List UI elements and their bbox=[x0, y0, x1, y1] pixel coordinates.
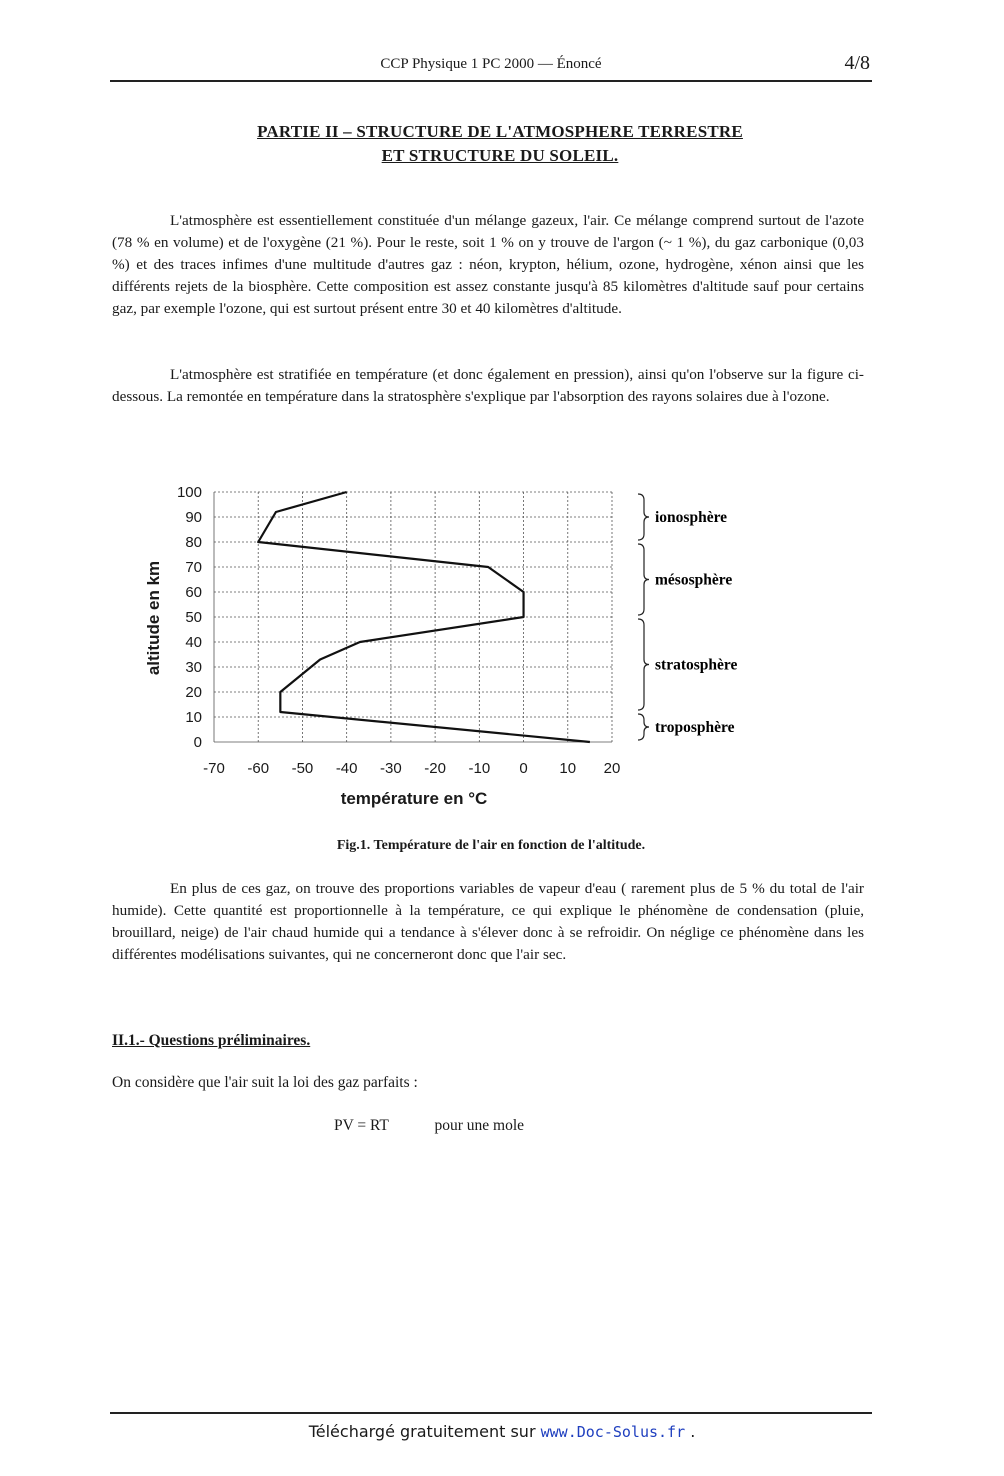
chart-grid bbox=[214, 492, 612, 742]
x-tick-label: -10 bbox=[468, 760, 491, 777]
y-axis-label: altitude en km bbox=[144, 560, 163, 676]
formula-equation: PV = RT bbox=[334, 1117, 389, 1134]
y-tick-label: 0 bbox=[193, 734, 202, 751]
formula-note: pour une mole bbox=[434, 1117, 525, 1134]
footer-text: Téléchargé gratuitement sur bbox=[308, 1422, 536, 1441]
y-tick-label: 10 bbox=[185, 709, 202, 726]
paragraph-1: L'atmosphère est essentiellement constituée d'un mélange gazeux, l'air. Ce mélange comprend surtout de l'azote (78 % en volume) et de l'oxygène (21 %). Pour le reste, soit 1 % on y trouve de l'argon (~ 1 %), du gaz carbonique (0,03 %) et des traces infimes d'une multitude d'autres gaz : néon, krypton, hélium, ozone, hydrogène, xénon ainsi que les différents rejets de la biosphère. Cette composition est assez constante jusqu'à 85 kilomètres d'altitude sauf pour certains gaz, par exemple l'ozone, qui est surtout présent entre 30 et 40 kilomètres d'altitude. bbox=[112, 212, 864, 317]
atmosphere-layers bbox=[638, 494, 737, 740]
x-tick-label: -30 bbox=[380, 760, 402, 777]
header-title: CCP Physique 1 PC 2000 — Énoncé bbox=[380, 56, 602, 72]
chart-ticks bbox=[177, 484, 620, 777]
layer-label: ionosphère bbox=[655, 509, 728, 526]
x-tick-label: -40 bbox=[335, 760, 358, 777]
layer-brace bbox=[638, 544, 649, 615]
page-header bbox=[110, 52, 872, 82]
y-tick-label: 80 bbox=[185, 534, 202, 551]
layer-brace bbox=[638, 494, 649, 540]
x-tick-label: -50 bbox=[291, 760, 314, 777]
page-footer bbox=[0, 1422, 1004, 1441]
x-tick-label: 10 bbox=[559, 760, 577, 777]
layer-label: troposphère bbox=[655, 719, 735, 736]
paragraph-stratification bbox=[112, 364, 864, 408]
y-tick-label: 70 bbox=[185, 559, 202, 576]
footer-link[interactable]: www.Doc-Solus.fr bbox=[540, 1423, 686, 1441]
y-tick-label: 50 bbox=[185, 609, 202, 626]
paragraph-composition bbox=[112, 210, 864, 320]
x-tick-label: -70 bbox=[203, 760, 225, 777]
x-axis-label: température en °C bbox=[340, 789, 488, 808]
section-title: II.1.- Questions préliminaires. bbox=[112, 1032, 311, 1049]
paragraph-humidity bbox=[112, 878, 864, 966]
y-tick-label: 100 bbox=[176, 484, 202, 501]
layer-label: mésosphère bbox=[655, 571, 733, 589]
part-title-line-2: ET STRUCTURE DU SOLEIL. bbox=[381, 146, 619, 165]
paragraph-2: L'atmosphère est stratifiée en température (et donc également en pression), ainsi qu'on l'observe sur la figure ci-dessous. La remontée en température dans la stratosphère s'explique par l'absorption des rayons solaires due à l'ozone. bbox=[112, 366, 864, 405]
x-tick-label: -20 bbox=[424, 760, 446, 777]
y-tick-label: 60 bbox=[185, 584, 202, 601]
layer-label: stratosphère bbox=[655, 656, 738, 674]
footer-end: . bbox=[690, 1422, 696, 1441]
y-tick-label: 30 bbox=[185, 659, 202, 676]
x-tick-label: 0 bbox=[519, 760, 528, 777]
paragraph-3: En plus de ces gaz, on trouve des proportions variables de vapeur d'eau ( rarement plus de 5 % du total de l'air humide). Cette quantité est proportionnelle à la température, ce qui explique le phénomène de condensation (pluie, brouillard, neige) de l'air chaud humide qui a tendance à s'élever donc à se refroidir. On néglige ce phénomène dans les différentes modélisations suivantes, qui ne concerneront donc que l'air sec. bbox=[112, 880, 864, 963]
layer-brace bbox=[638, 619, 649, 710]
footer-divider bbox=[110, 1412, 872, 1414]
part-title-line-1: PARTIE II – STRUCTURE DE L'ATMOSPHERE TERRESTRE bbox=[257, 122, 743, 141]
intro-text: On considère que l'air suit la loi des gaz parfaits : bbox=[112, 1074, 418, 1091]
temperature-altitude-chart bbox=[130, 478, 830, 818]
x-tick-label: -60 bbox=[247, 760, 270, 777]
layer-brace bbox=[638, 714, 649, 740]
page-number: 4/8 bbox=[844, 52, 870, 74]
y-tick-label: 90 bbox=[185, 509, 202, 526]
y-tick-label: 40 bbox=[185, 634, 202, 651]
y-tick-label: 20 bbox=[185, 684, 202, 701]
figure-caption: Fig.1. Température de l'air en fonction de l'altitude. bbox=[336, 838, 646, 853]
ideal-gas-formula bbox=[334, 1117, 524, 1135]
x-tick-label: 20 bbox=[603, 760, 621, 777]
